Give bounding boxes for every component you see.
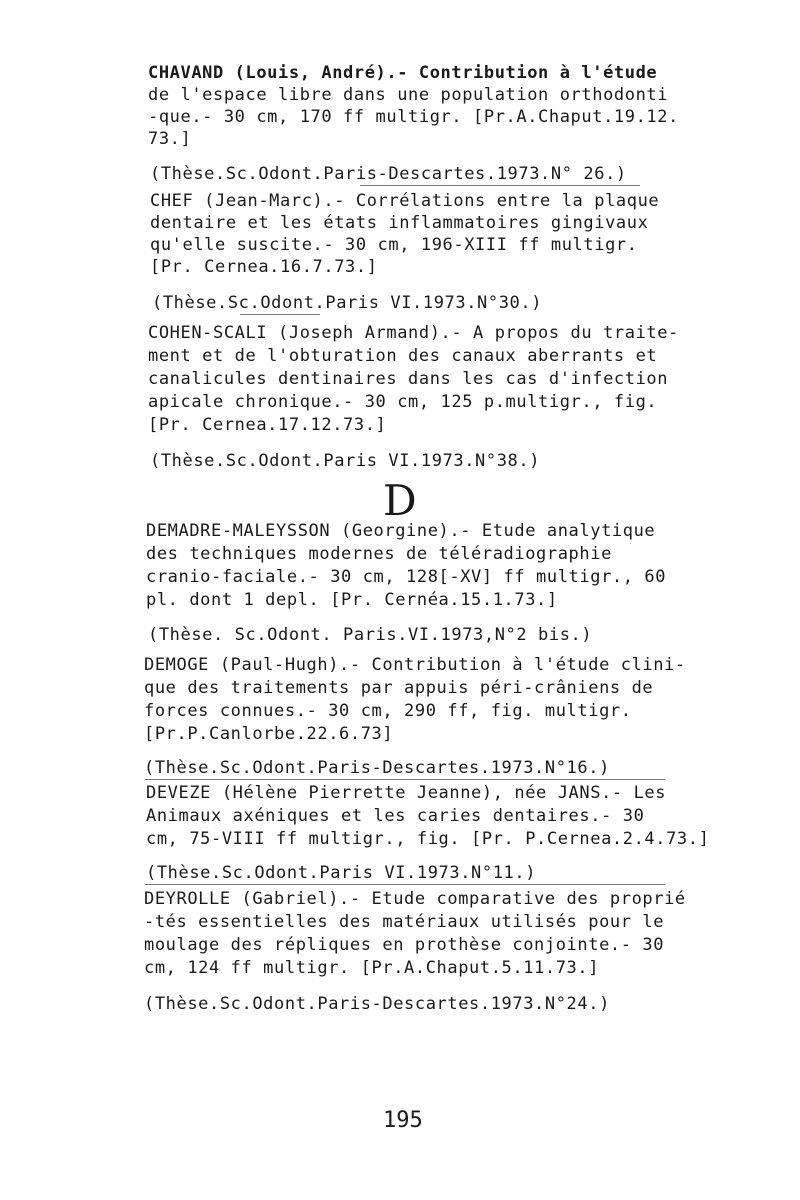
- entry-line: canalicules dentinaires dans les cas d'infection: [148, 369, 669, 389]
- entry-line: dentaire et les états inflammatoires gingivaux: [150, 213, 649, 233]
- divider: [240, 314, 320, 315]
- divider: [145, 779, 665, 780]
- entry-line: [Pr.P.Canlorbe.22.6.73]: [144, 724, 394, 744]
- entry-line: que des traitements par appuis péri-crâniens de: [144, 678, 654, 698]
- thesis-reference: (Thèse.Sc.Odont.Paris VI.1973.N°11.): [146, 863, 537, 883]
- entry-line: COHEN-SCALI (Joseph Armand).- A propos du traite-: [148, 323, 679, 343]
- entry-line: DEMOGE (Paul-Hugh).- Contribution à l'étude clini-: [144, 655, 686, 675]
- thesis-reference: (Thèse. Sc.Odont. Paris.VI.1973,N°2 bis.): [148, 625, 593, 645]
- entry-line: Animaux axéniques et les caries dentaires.- 30: [146, 806, 645, 826]
- entry-line: apicale chronique.- 30 cm, 125 p.multigr., fig.: [148, 392, 658, 412]
- entry-line: CHEF (Jean-Marc).- Corrélations entre la plaque: [150, 191, 660, 211]
- thesis-reference: (Thèse.Sc.Odont.Paris VI.1973.N°38.): [150, 451, 541, 471]
- entry-line: DEYROLLE (Gabriel).- Etude comparative des proprié: [144, 889, 686, 909]
- entry-line: -tés essentielles des matériaux utilisés pour le: [144, 912, 665, 932]
- thesis-reference: (Thèse.Sc.Odont.Paris-Descartes.1973.N°16.): [144, 758, 610, 778]
- entry-line: forces connues.- 30 cm, 290 ff, fig. multigr.: [144, 701, 632, 721]
- entry-line: cm, 124 ff multigr. [Pr.A.Chaput.5.11.73.]: [144, 958, 600, 978]
- page-number: 195: [383, 1108, 423, 1133]
- thesis-reference: (Thèse.Sc.Odont.Paris-Descartes.1973.N° 26.): [150, 164, 627, 184]
- divider: [145, 884, 665, 885]
- entry-line: moulage des répliques en prothèse conjointe.- 30: [144, 935, 665, 955]
- entry-line: [Pr. Cernea.16.7.73.]: [150, 257, 378, 277]
- entry-line: -que.- 30 cm, 170 ff multigr. [Pr.A.Chaput.19.12.: [148, 107, 679, 127]
- thesis-reference: (Thèse.Sc.Odont.Paris-Descartes.1973.N°24.): [144, 994, 610, 1014]
- entry-line: des techniques modernes de téléradiographie: [146, 544, 612, 564]
- entry-line: CHAVAND (Louis, André).- Contribution à l'étude: [148, 63, 658, 83]
- entry-line: DEMADRE-MALEYSSON (Georgine).- Etude analytique: [146, 521, 656, 541]
- entry-line: [Pr. Cernea.17.12.73.]: [148, 415, 387, 435]
- entry-line: ment et de l'obturation des canaux aberrants et: [148, 346, 658, 366]
- entry-line: pl. dont 1 depl. [Pr. Cernéa.15.1.73.]: [146, 590, 558, 610]
- entry-line: de l'espace libre dans une population orthodonti: [148, 85, 669, 105]
- divider: [360, 185, 640, 186]
- entry-line: DEVEZE (Hélène Pierrette Jeanne), née JANS.- Les: [146, 783, 667, 803]
- thesis-reference: (Thèse.Sc.Odont.Paris VI.1973.N°30.): [152, 293, 543, 313]
- entry-line: cranio-faciale.- 30 cm, 128[-XV] ff multigr., 60: [146, 567, 667, 587]
- entry-line: qu'elle suscite.- 30 cm, 196-XIII ff multigr.: [150, 235, 638, 255]
- section-letter: D: [383, 476, 417, 525]
- entry-line: 73.]: [148, 129, 192, 149]
- entry-line: cm, 75-VIII ff multigr., fig. [Pr. P.Cernea.2.4.73.]: [146, 829, 710, 849]
